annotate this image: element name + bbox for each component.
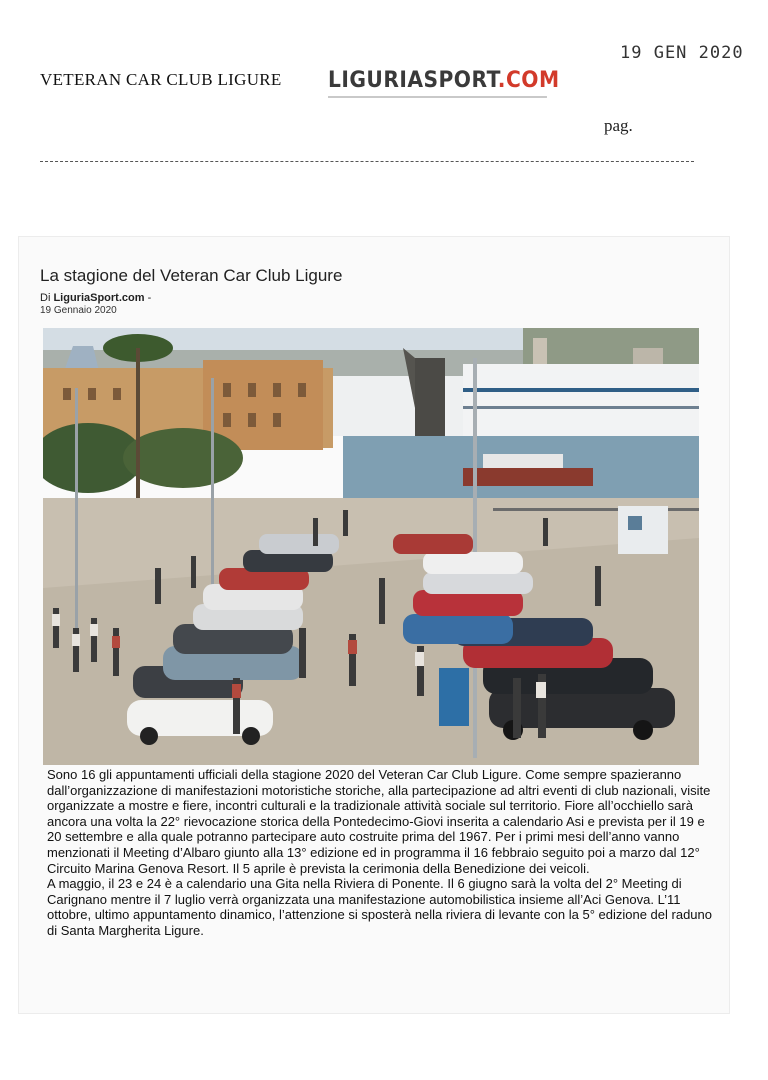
clipping-header xyxy=(0,0,768,200)
byline-suffix: - xyxy=(147,292,152,304)
logo-main-text: LIGURIASPORT xyxy=(328,68,498,93)
article-photo xyxy=(43,328,699,765)
harbor-car-show-image xyxy=(43,328,699,765)
article-paragraph: Sono 16 gli appuntamenti ufficiali della stagione 2020 del Veteran Car Club Ligure. Come sempre spazieranno dall’organizzazione di manifestazioni motoristiche storiche, alla partecipazione ad altri eventi di club nazionali, visite organizzate a mostre e fiere, incontri culturali e la tradizionale attività sociale sul territorio. Fiore all’occhiello sarà ancora una volta la 22° rievocazione storica della Pontedecimo-Giovi inserita a calendario Asi e prevista per il 19 e 20 settembre e alla quale potranno partecipare auto costruite prima del 1967. Per i primi mesi dell’anno vanno menzionati il Meeting d’Albaro giunto alla 13° edizione ed in programma il 16 febbraio seguito poi a marzo dal 12° Circuito Marina Genova Resort. Il 5 aprile è prevista la cerimonia della Benedizione dei veicoli. xyxy=(47,767,711,876)
article-title: La stagione del Veteran Car Club Ligure xyxy=(40,266,343,285)
byline-prefix: Di xyxy=(40,292,51,304)
article-byline xyxy=(40,292,151,304)
article-date: 19 Gennaio 2020 xyxy=(40,305,117,316)
byline-author: LiguriaSport.com xyxy=(53,292,145,304)
liguriasport-logo xyxy=(328,66,560,98)
dashed-divider xyxy=(40,161,694,162)
article-paragraph: A maggio, il 23 e 24 è a calendario una Gita nella Riviera di Ponente. Il 6 giugno sarà la volta del 2° Meeting di Carignano mentre il 7 luglio verrà organizzata una manifestazione automobilistica insieme all’Aci Genova. L’11 ottobre, ultimo appuntamento dinamico, l’attenzione si sposterà nella riviera di levante con la 5° edizione del raduno di Santa Margherita Ligure. xyxy=(47,876,712,938)
date-stamp: 19 GEN 2020 xyxy=(620,43,744,63)
page-label: pag. xyxy=(604,116,633,135)
article-body xyxy=(47,767,719,939)
logo-suffix-text: .COM xyxy=(497,68,560,93)
club-name: VETERAN CAR CLUB LIGURE xyxy=(40,70,282,89)
